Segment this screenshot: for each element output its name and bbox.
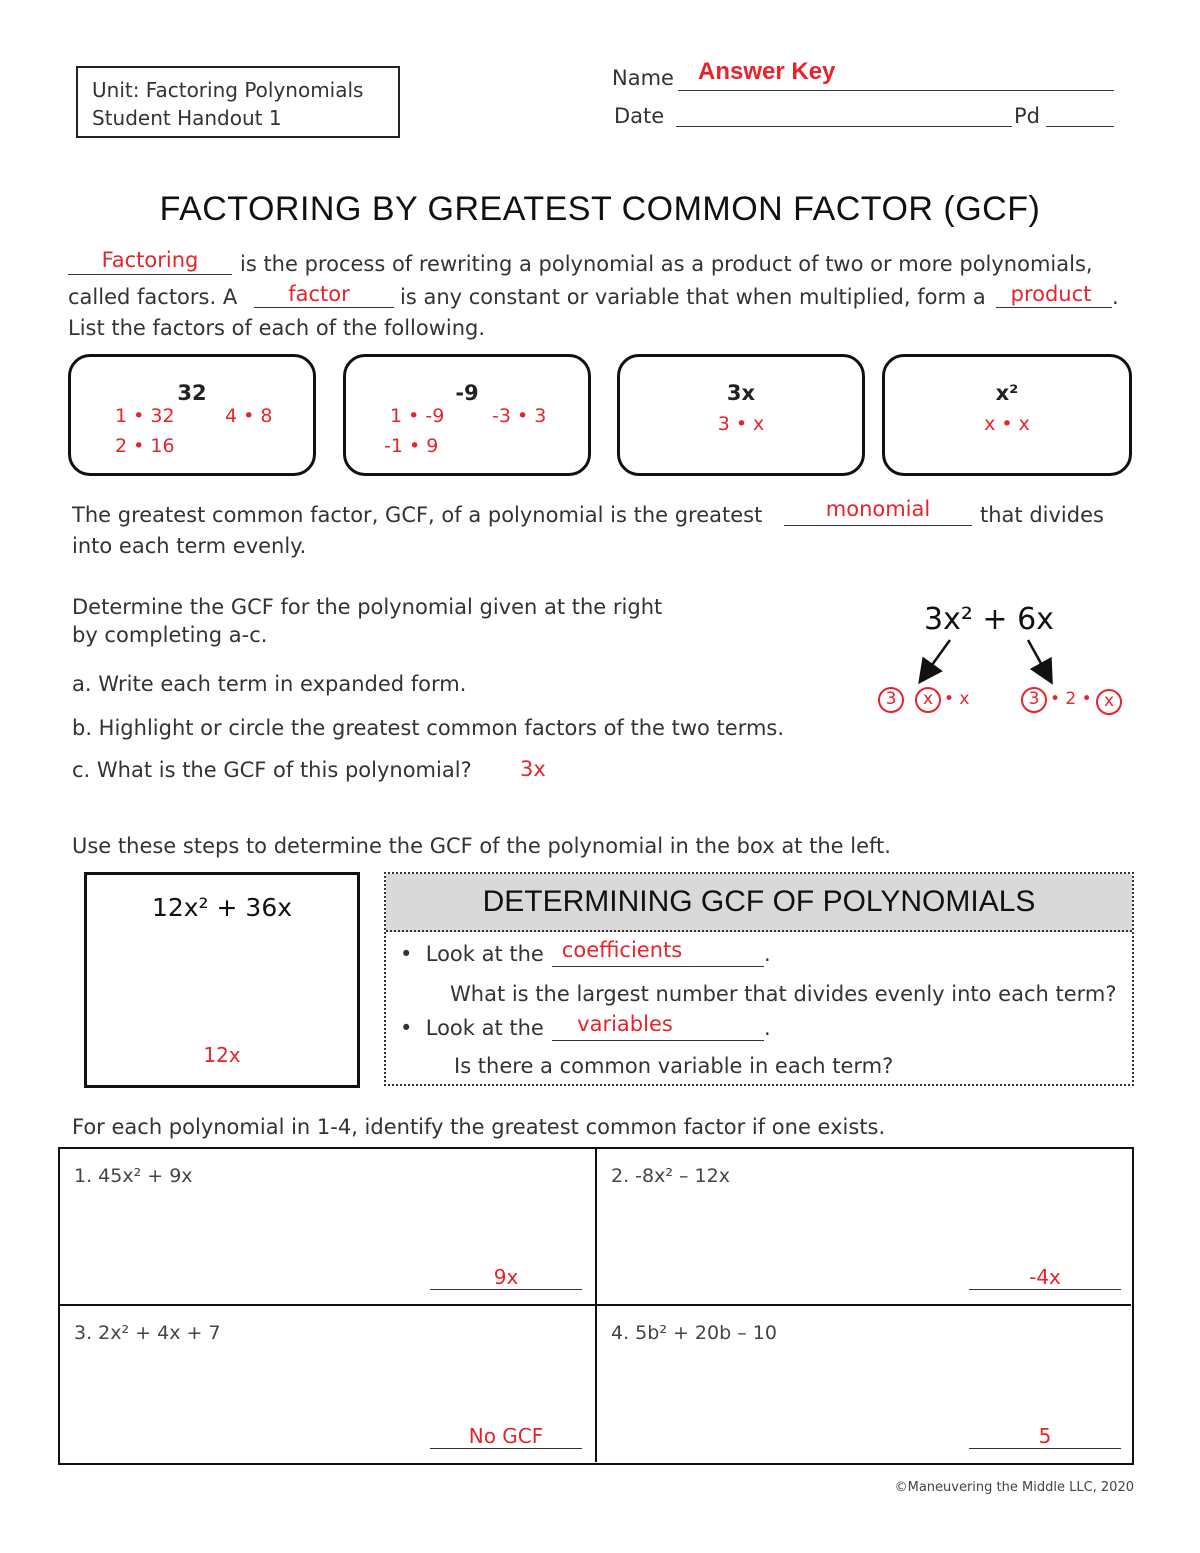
answer-blank[interactable]: 5 (969, 1424, 1121, 1449)
answer-blank[interactable]: -4x (969, 1265, 1121, 1290)
date-label: Date (614, 104, 665, 128)
unit-title: Unit: Factoring Polynomials (92, 78, 364, 102)
name-label: Name (612, 66, 674, 90)
circled-factor: 3 (1021, 687, 1047, 713)
definition-text-1: is the process of rewriting a polynomial as a product of two or more polynomials, (240, 252, 1093, 276)
bullet-icon: • (400, 1016, 426, 1040)
period-field[interactable] (1046, 104, 1114, 127)
factor-box-heading: 32 (177, 381, 207, 405)
factor-pair: 2 • 16 (115, 435, 175, 457)
coefficients-answer: coefficients (561, 938, 683, 962)
bullet-icon: • (400, 942, 426, 966)
bullet-1-question: What is the largest number that divides evenly into each term? (450, 982, 1117, 1006)
expanded-extra: • x (944, 689, 970, 709)
problem-label: 1. 45x² + 9x (74, 1165, 193, 1187)
step-c: c. What is the GCF of this polynomial? (72, 758, 472, 782)
gcf-steps-panel (384, 872, 1134, 1086)
box-polynomial: 12x² + 36x (151, 893, 293, 922)
circled-factor: x (915, 687, 941, 713)
factor-box-heading: x² (995, 381, 1019, 405)
expanded-middle: • 2 • (1050, 689, 1092, 709)
factor-box-heading: -9 (455, 381, 479, 405)
step-b: b. Highlight or circle the greatest common factors of the two terms. (72, 716, 785, 740)
factor-pair: x • x (984, 413, 1030, 435)
variables-answer: variables (577, 1012, 673, 1036)
factor-box-heading: 3x (726, 381, 756, 405)
bullet-2 (400, 1016, 544, 1040)
problem-cell-3 (60, 1306, 597, 1462)
date-field[interactable] (676, 104, 1012, 127)
factoring-answer: Factoring (101, 248, 199, 272)
bullet-1-period: . (764, 942, 771, 966)
factor-pair: -3 • 3 (492, 405, 547, 427)
problems-instruction: For each polynomial in 1-4, identify the greatest common factor if one exists. (72, 1115, 886, 1139)
left-arrow (924, 640, 950, 676)
answer-blank[interactable]: 9x (430, 1265, 582, 1290)
bullet-2-text: Look at the (425, 1016, 544, 1040)
problem-cell-1 (60, 1149, 597, 1306)
factor-box-3x (617, 354, 865, 476)
bullet-1-text: Look at the (425, 942, 544, 966)
factor-answer: factor (288, 282, 350, 306)
period-label: Pd (1014, 104, 1040, 128)
bullet-1 (400, 942, 544, 966)
determine-instruction-2: by completing a-c. (72, 623, 268, 647)
polynomial-box (84, 872, 360, 1088)
bullet-2-question: Is there a common variable in each term? (454, 1054, 894, 1078)
problem-cell-4 (597, 1306, 1131, 1462)
determine-instruction-1: Determine the GCF for the polynomial given at the right (72, 595, 663, 619)
page-title: FACTORING BY GREATEST COMMON FACTOR (GCF) (159, 190, 1041, 228)
gcf-definition-text-3: into each term evenly. (72, 534, 307, 558)
definition-period: . (1112, 285, 1119, 309)
gcf-definition-text-1: The greatest common factor, GCF, of a polynomial is the greatest (72, 503, 763, 527)
answer-blank[interactable]: No GCF (430, 1424, 582, 1449)
handout-number: Student Handout 1 (92, 106, 282, 130)
factor-pair: -1 • 9 (384, 435, 439, 457)
circled-factor: 3 (878, 687, 904, 713)
factor-pair: 3 • x (717, 413, 765, 435)
problem-label: 4. 5b² + 20b – 10 (611, 1322, 777, 1344)
problem-label: 3. 2x² + 4x + 7 (74, 1322, 221, 1344)
factor-pair: 4 • 8 (225, 405, 273, 427)
bullet-2-period: . (764, 1016, 771, 1040)
definition-text-2b: is any constant or variable that when multiplied, form a (400, 285, 986, 309)
product-answer: product (1010, 282, 1092, 306)
circled-factor: x (1096, 689, 1122, 715)
problem-label: 2. -8x² – 12x (611, 1165, 730, 1187)
list-factors-instruction: List the factors of each of the following. (68, 316, 486, 340)
problem-cell-2 (597, 1149, 1131, 1306)
steps-instruction: Use these steps to determine the GCF of the polynomial in the box at the left. (72, 834, 891, 858)
definition-text-2a: called factors. A (68, 285, 238, 309)
step-c-answer: 3x (520, 757, 546, 781)
name-value: Answer Key (698, 58, 836, 85)
factor-pair: 1 • -9 (390, 405, 445, 427)
problems-grid (58, 1147, 1134, 1465)
factor-box-32 (68, 354, 316, 476)
step-a: a. Write each term in expanded form. (72, 672, 467, 696)
box-answer: 12x (203, 1043, 241, 1067)
factor-box-x-squared (882, 354, 1132, 476)
factor-pair: 1 • 32 (115, 405, 175, 427)
example-polynomial: 3x² + 6x (924, 602, 1054, 637)
gcf-definition-text-2: that divides (980, 503, 1104, 527)
copyright-footer: ©Maneuvering the Middle LLC, 2020 (894, 1480, 1134, 1495)
factor-box-neg9 (343, 354, 591, 476)
panel-title: DETERMINING GCF OF POLYNOMIALS (386, 874, 1132, 932)
unit-info-box (76, 66, 400, 138)
monomial-answer: monomial (825, 497, 931, 521)
right-arrow (1028, 640, 1048, 676)
